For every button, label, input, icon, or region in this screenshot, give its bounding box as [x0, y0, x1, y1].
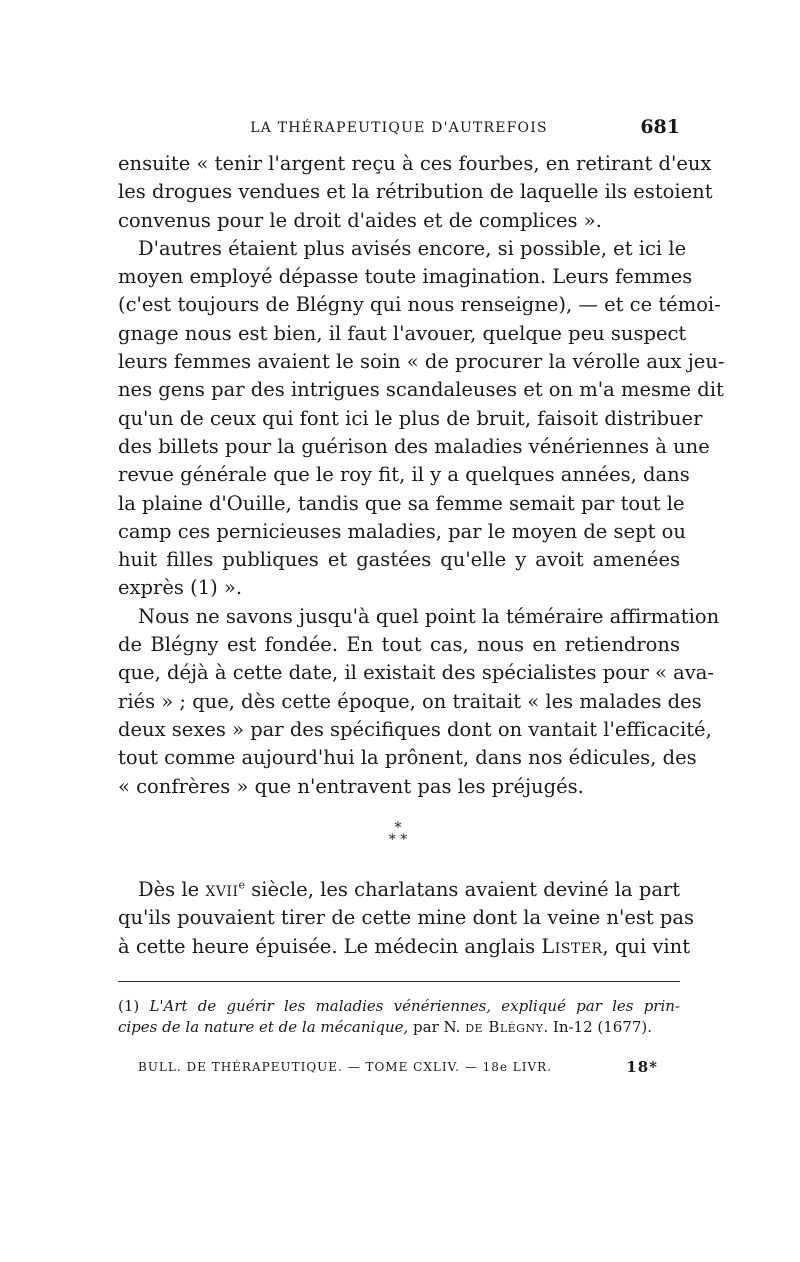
main-text: [118, 150, 725, 801]
footnote-title: L'Art de guérir les maladies vénériennes, expliqué par les prin-: [149, 997, 680, 1015]
footnote-line: [118, 1017, 680, 1038]
section-asterism: [378, 822, 418, 856]
main-text-continued: [118, 876, 695, 961]
superscript: e: [238, 878, 246, 892]
text-line: [118, 933, 691, 961]
asterism-glyphs: * * *: [388, 820, 408, 848]
text-line: deux sexes » par des spécifiques dont on vantait l'efficacité,: [118, 717, 712, 741]
text-line: D'autres étaient plus avisés encore, si possible, et ici le: [138, 236, 687, 260]
text-line: [118, 876, 680, 904]
text-line: revue générale que le roy fit, il y a quelques années, dans: [118, 463, 690, 487]
footnote-text: . In-12 (1677).: [543, 1018, 653, 1036]
signature-mark: 18*: [626, 1058, 658, 1076]
text-segment: , qui vint: [602, 934, 691, 958]
paragraph-2: [118, 235, 725, 603]
text-line: que, déjà à cette date, il existait des spécialistes pour « ava-: [118, 661, 715, 685]
text-line: tout comme aujourd'hui la prônent, dans nos édicules, des: [118, 746, 697, 770]
footnote-title-cont: cipes de la nature et de la mécanique,: [118, 1018, 409, 1036]
century-numeral: xvii: [205, 878, 239, 901]
text-line: qu'ils pouvaient tirer de cette mine dont la veine n'est pas: [118, 906, 695, 930]
text-segment: à cette heure épuisée. Le médecin anglais: [118, 934, 542, 958]
footnote-rule: [118, 981, 680, 982]
footnote-text: par N.: [408, 1018, 466, 1036]
text-segment: siècle, les charlatans avaient deviné la part: [245, 878, 681, 901]
printer-signature: [138, 1058, 658, 1080]
text-line: camp ces pernicieuses maladies, par le moyen de sept ou: [118, 519, 686, 543]
text-line: huit filles publiques et gastées qu'elle y avoit amenées: [118, 548, 680, 572]
text-line: qu'un de ceux qui font ici le plus de bruit, faisoit distribuer: [118, 406, 703, 430]
text-line: nes gens par des intrigues scandaleuses et on m'a mesme dit: [118, 378, 724, 402]
signature-left: BULL. DE THÉRAPEUTIQUE. — TOME CXLIV. — 18e LIVR.: [138, 1060, 553, 1074]
running-title: LA THÉRAPEUTIQUE D'AUTREFOIS: [250, 120, 548, 136]
text-line: ensuite « tenir l'argent reçu à ces fourbes, en retirant d'eux: [118, 152, 712, 175]
person-name: Lister: [541, 934, 603, 958]
page-number: 681: [640, 116, 680, 138]
text-line: exprès (1) ».: [118, 576, 243, 600]
text-line: leurs femmes avaient le soin « de procurer la vérolle aux jeu-: [118, 350, 725, 374]
text-line: de Blégny est fondée. En tout cas, nous en retiendrons: [118, 633, 680, 657]
text-line: convenus pour le droit d'aides et de complices ».: [118, 208, 602, 232]
text-line: les drogues vendues et la rétribution de laquelle ils estoient: [118, 180, 713, 204]
text-line: la plaine d'Ouille, tandis que sa femme semait par tout le: [118, 491, 685, 515]
footnote-marker: (1): [118, 997, 150, 1015]
paragraph-3: [118, 603, 720, 801]
text-line: des billets pour la guérison des maladies vénériennes à une: [118, 434, 710, 458]
running-header: [118, 116, 680, 142]
text-line: Nous ne savons jusqu'à quel point la téméraire affirmation: [138, 604, 720, 628]
paragraph-4: [118, 876, 695, 961]
text-line: riés » ; que, dès cette époque, on traitait « les malades des: [118, 689, 702, 713]
text-line: gnage nous est bien, il faut l'avouer, quelque peu suspect: [118, 321, 687, 345]
footnote: [118, 996, 680, 1038]
text-line: « confrères » que n'entravent pas les préjugés.: [118, 774, 584, 798]
footnote-author: de Blégny: [465, 1018, 544, 1036]
text-line: (c'est toujours de Blégny qui nous renseigne), — et ce témoi-: [118, 293, 721, 317]
paragraph-1: [118, 150, 713, 235]
text-segment: Dès le: [138, 878, 206, 901]
text-line: moyen employé dépasse toute imagination. Leurs femmes: [118, 265, 693, 289]
footnote-line: [118, 996, 680, 1017]
